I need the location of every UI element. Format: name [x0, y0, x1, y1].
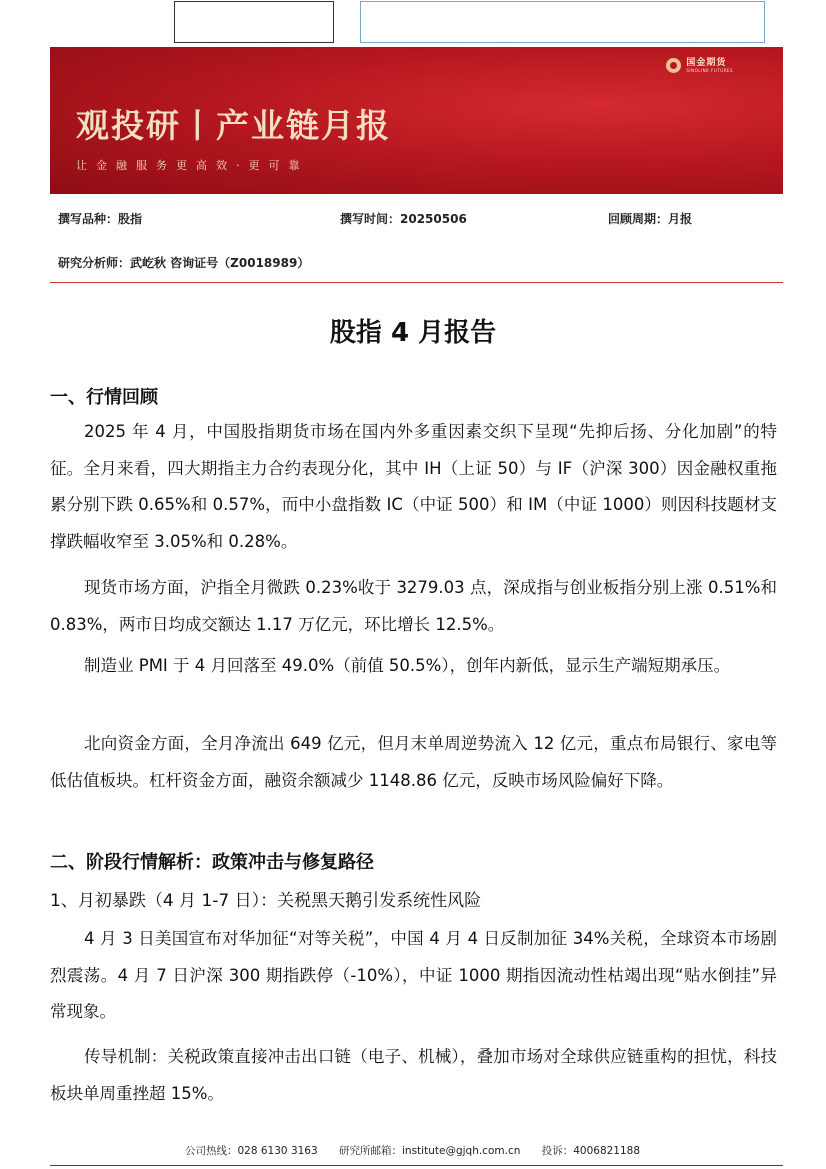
logo-cn-text: 国金期货	[686, 57, 727, 68]
section-2-paragraph-1: 4 月 3 日美国宣布对华加征“对等关税”，中国 4 月 4 日反制加征 34%关税，全球资本市场剧烈震荡。4 月 7 日沪深 300 期指跌停（-10%），中证 1000 期指因流动性枯竭出现“贴水倒挂”异常现象。	[50, 929, 777, 1021]
meta-period: 回顾周期：月报	[608, 212, 693, 226]
meta-divider	[50, 282, 783, 283]
page-footer	[185, 1143, 658, 1158]
banner-subtitle: 让金融服务更高效·更可靠	[76, 159, 309, 172]
section-2-paragraph-2: 传导机制：关税政策直接冲击出口链（电子、机械），叠加市场对全球供应链重构的担忧，科技板块单周重挫超 15%。	[50, 1047, 777, 1103]
company-logo	[666, 58, 733, 73]
section-1-heading: 一、行情回顾	[50, 387, 158, 408]
document-title: 股指 4 月报告	[329, 318, 497, 348]
footer-hotline: 公司热线：028 6130 3163	[185, 1145, 318, 1157]
section-1-paragraph-3: 制造业 PMI 于 4 月回落至 49.0%（前值 50.5%），创年内新低，显示生产端短期承压。	[84, 656, 731, 675]
footer-divider	[50, 1165, 783, 1166]
section-1-paragraph-4: 北向资金方面，全月净流出 649 亿元，但月末单周逆势流入 12 亿元，重点布局银行、家电等低估值板块。杠杆资金方面，融资余额减少 1148.86 亿元，反映市场风险偏好下降。	[50, 734, 777, 790]
footer-email: 研究所邮箱：institute@gjqh.com.cn	[339, 1145, 521, 1157]
logo-icon	[666, 58, 681, 73]
banner-title: 观投研丨产业链月报	[76, 106, 391, 145]
section-1-paragraph-1: 2025 年 4 月，中国股指期货市场在国内外多重因素交织下呈现“先抑后扬、分化加剧”的特征。全月来看，四大期指主力合约表现分化，其中 IH（上证 50）与 IF（沪深 300）因金融权重拖累分别下跌 0.65%和 0.57%，而中小盘指数 IC（中证 500）和 IM（中证 1000）则因科技题材支撑跌幅收窄至 3.05%和 0.28%。	[50, 422, 777, 551]
meta-variety: 撰写品种：股指	[58, 212, 143, 226]
meta-date: 撰写时间：20250506	[340, 212, 467, 226]
report-banner	[50, 47, 783, 194]
section-2-heading: 二、阶段行情解析：政策冲击与修复路径	[50, 852, 374, 873]
section-1-paragraph-2: 现货市场方面，沪指全月微跌 0.23%收于 3279.03 点，深成指与创业板指分别上涨 0.51%和 0.83%，两市日均成交额达 1.17 万亿元，环比增长 12.5%。	[50, 578, 777, 634]
meta-analyst: 研究分析师：武屹秋 咨询证号（Z0018989）	[58, 256, 310, 270]
header-box-right	[360, 1, 765, 43]
logo-en-text: SINOLINK FUTURES	[686, 67, 733, 73]
section-2-subheading-1: 1、月初暴跌（4 月 1-7 日）：关税黑天鹅引发系统性风险	[50, 891, 482, 911]
footer-complaint: 投诉：4006821188	[541, 1145, 641, 1157]
header-box-left	[174, 1, 334, 43]
